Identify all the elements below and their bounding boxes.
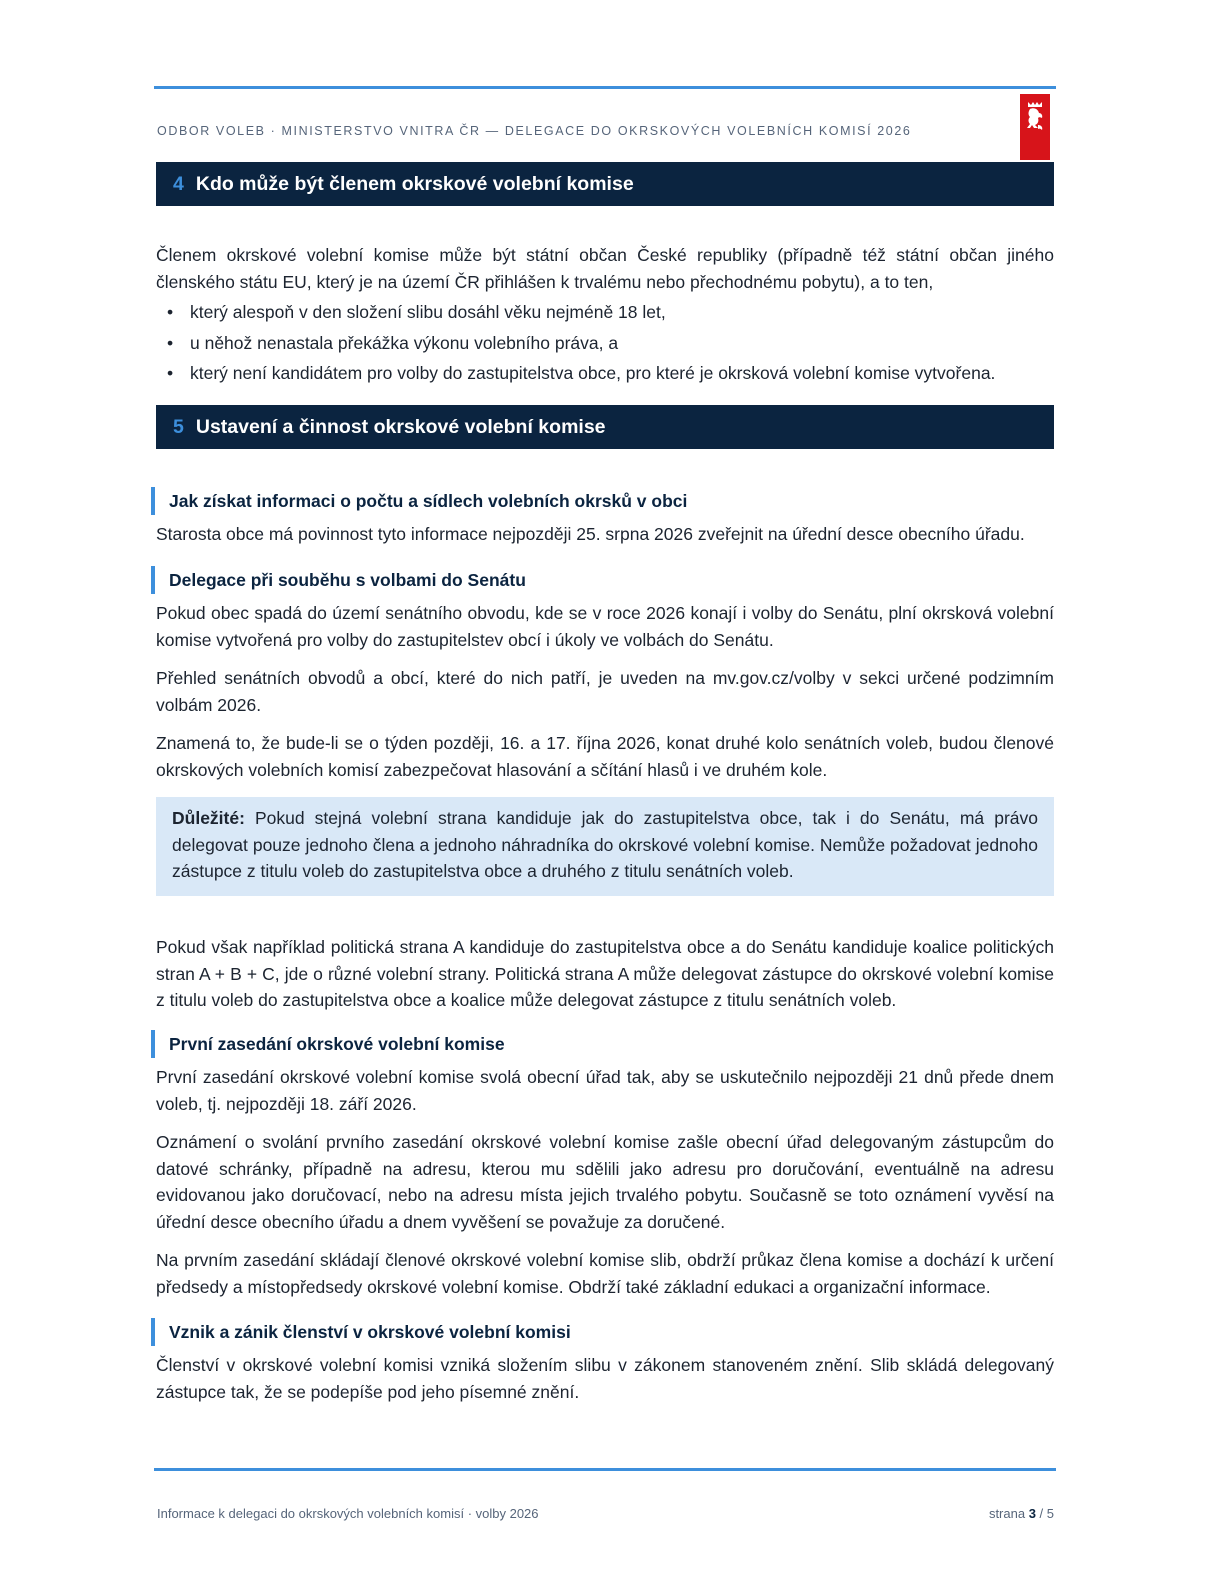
paragraph: Přehled senátních obvodů a obcí, které do nich patří, je uveden na mv.gov.cz/volby v sekci určené podzimním volbám 2026. xyxy=(156,668,1054,715)
header-rule xyxy=(154,86,1056,89)
section-title: Kdo může být členem okrskové volební komise xyxy=(195,172,634,195)
section-title: Ustavení a činnost okrskové volební komise xyxy=(195,415,606,438)
subsection-body xyxy=(156,1352,1054,1405)
paragraph: Pokud však například politická strana A kandiduje do zastupitelstva obce a do Senátu kandiduje koalice politických stran A + B + C, jde o různé volební strany. Politická strana A může delegovat zástupce do okrskové volební komise z titulu voleb do zastupitelstva obce a koalice může delegovat zástupce z titulu senátních voleb. xyxy=(156,937,1054,1010)
paragraph: Členství v okrskové volební komisi vzniká složením slibu v zákonem stanoveném znění. Slib skládá delegovaný zástupce tak, že se podepíše pod jeho písemné znění. xyxy=(156,1355,1054,1402)
page-suffix: / 5 xyxy=(1035,1506,1054,1521)
subsection-body xyxy=(156,934,1054,1014)
footer-rule xyxy=(154,1468,1056,1471)
list-item: • který není kandidátem pro volby do zastupitelstva obce, pro které je okrsková volební komise vytvořena. xyxy=(156,360,1054,387)
section-number: 5 xyxy=(173,415,184,438)
note-text: Pokud stejná volební strana kandiduje jak do zastupitelstva obce, tak i do Senátu, má právo delegovat pouze jednoho člena a jednoho náhradníka do okrskové volební komise. Nemůže požadovat jednoho zástupce z titulu voleb do zastupitelstva obce a druhého z titulu senátních voleb. xyxy=(172,808,1038,881)
bullet-list xyxy=(156,299,1054,387)
paragraph: Znamená to, že bude-li se o týden později, 16. a 17. října 2026, konat druhé kolo senátních voleb, budou členové okrskových volebních komisí zabezpečovat hlasování a sčítání hlasů i ve druhém kole. xyxy=(156,733,1054,780)
paragraph: Starosta obce má povinnost tyto informace nejpozději 25. srpna 2026 zveřejnit na úřední desce obecního úřadu. xyxy=(156,524,1025,544)
footer-title: Informace k delegaci do okrskových volebních komisí · volby 2026 xyxy=(157,1506,539,1521)
paragraph: Členem okrskové volební komise může být státní občan České republiky (případně též státní občan jiného členského státu EU, který je na území ČR přihlášen k trvalému nebo přechodnému pobytu), a to ten, xyxy=(156,245,1054,292)
note-label: Důležité: xyxy=(172,808,245,828)
subsection-heading: První zasedání okrskové volební komise xyxy=(151,1030,505,1058)
subsection-heading: Jak získat informaci o počtu a sídlech volebních okrsků v obci xyxy=(151,487,687,515)
list-item: • který alespoň v den složení slibu dosáhl věku nejméně 18 let, xyxy=(156,299,1054,326)
important-note xyxy=(156,797,1054,896)
page-number xyxy=(989,1506,1054,1521)
paragraph: První zasedání okrskové volební komise svolá obecní úřad tak, aby se uskutečnilo nejpozději 21 dnů přede dnem voleb, tj. nejpozději 18. září 2026. xyxy=(156,1067,1054,1114)
paragraph: Pokud obec spadá do území senátního obvodu, kde se v roce 2026 konají i volby do Senátu, plní okrsková volební komise vytvořená pro volby do zastupitelstev obcí i úkoly ve volbách do Senátu. xyxy=(156,603,1054,650)
list-item: • u něhož nenastala překážka výkonu volebního práva, a xyxy=(156,330,1054,357)
subsection-heading: Delegace při souběhu s volbami do Senátu xyxy=(151,566,526,594)
subsection-body xyxy=(156,1064,1054,1300)
section-4-heading xyxy=(156,162,1054,206)
czech-lion-emblem-icon xyxy=(1020,94,1050,160)
subsection-heading: Vznik a zánik členství v okrskové volební komisi xyxy=(151,1318,571,1346)
subsection-body xyxy=(156,521,1054,548)
subsection-body xyxy=(156,600,1054,783)
running-header: ODBOR VOLEB · MINISTERSTVO VNITRA ČR — DELEGACE DO OKRSKOVÝCH VOLEBNÍCH KOMISÍ 2026 xyxy=(157,124,912,138)
page-prefix: strana xyxy=(988,1506,1029,1521)
page-current: 3 xyxy=(1028,1506,1036,1521)
section-4-body xyxy=(156,242,1054,387)
section-number: 4 xyxy=(173,172,184,195)
paragraph: Oznámení o svolání prvního zasedání okrskové volební komise zašle obecní úřad delegovaným zástupcům do datové schránky, případně na adresu, kterou mu sdělili jako adresu pro doručování, eventuálně na adresu evidovanou jako doručovací, nebo na adresu místa jejich trvalého pobytu. Současně se toto oznámení vyvěsí na úřední desce obecního úřadu a dnem vyvěšení se považuje za doručené. xyxy=(156,1132,1054,1232)
paragraph: Na prvním zasedání skládají členové okrskové volební komise slib, obdrží průkaz člena komise a dochází k určení předsedy a místopředsedy okrskové volební komise. Obdrží také základní edukaci a organizační informace. xyxy=(156,1250,1054,1297)
section-5-heading xyxy=(156,405,1054,449)
